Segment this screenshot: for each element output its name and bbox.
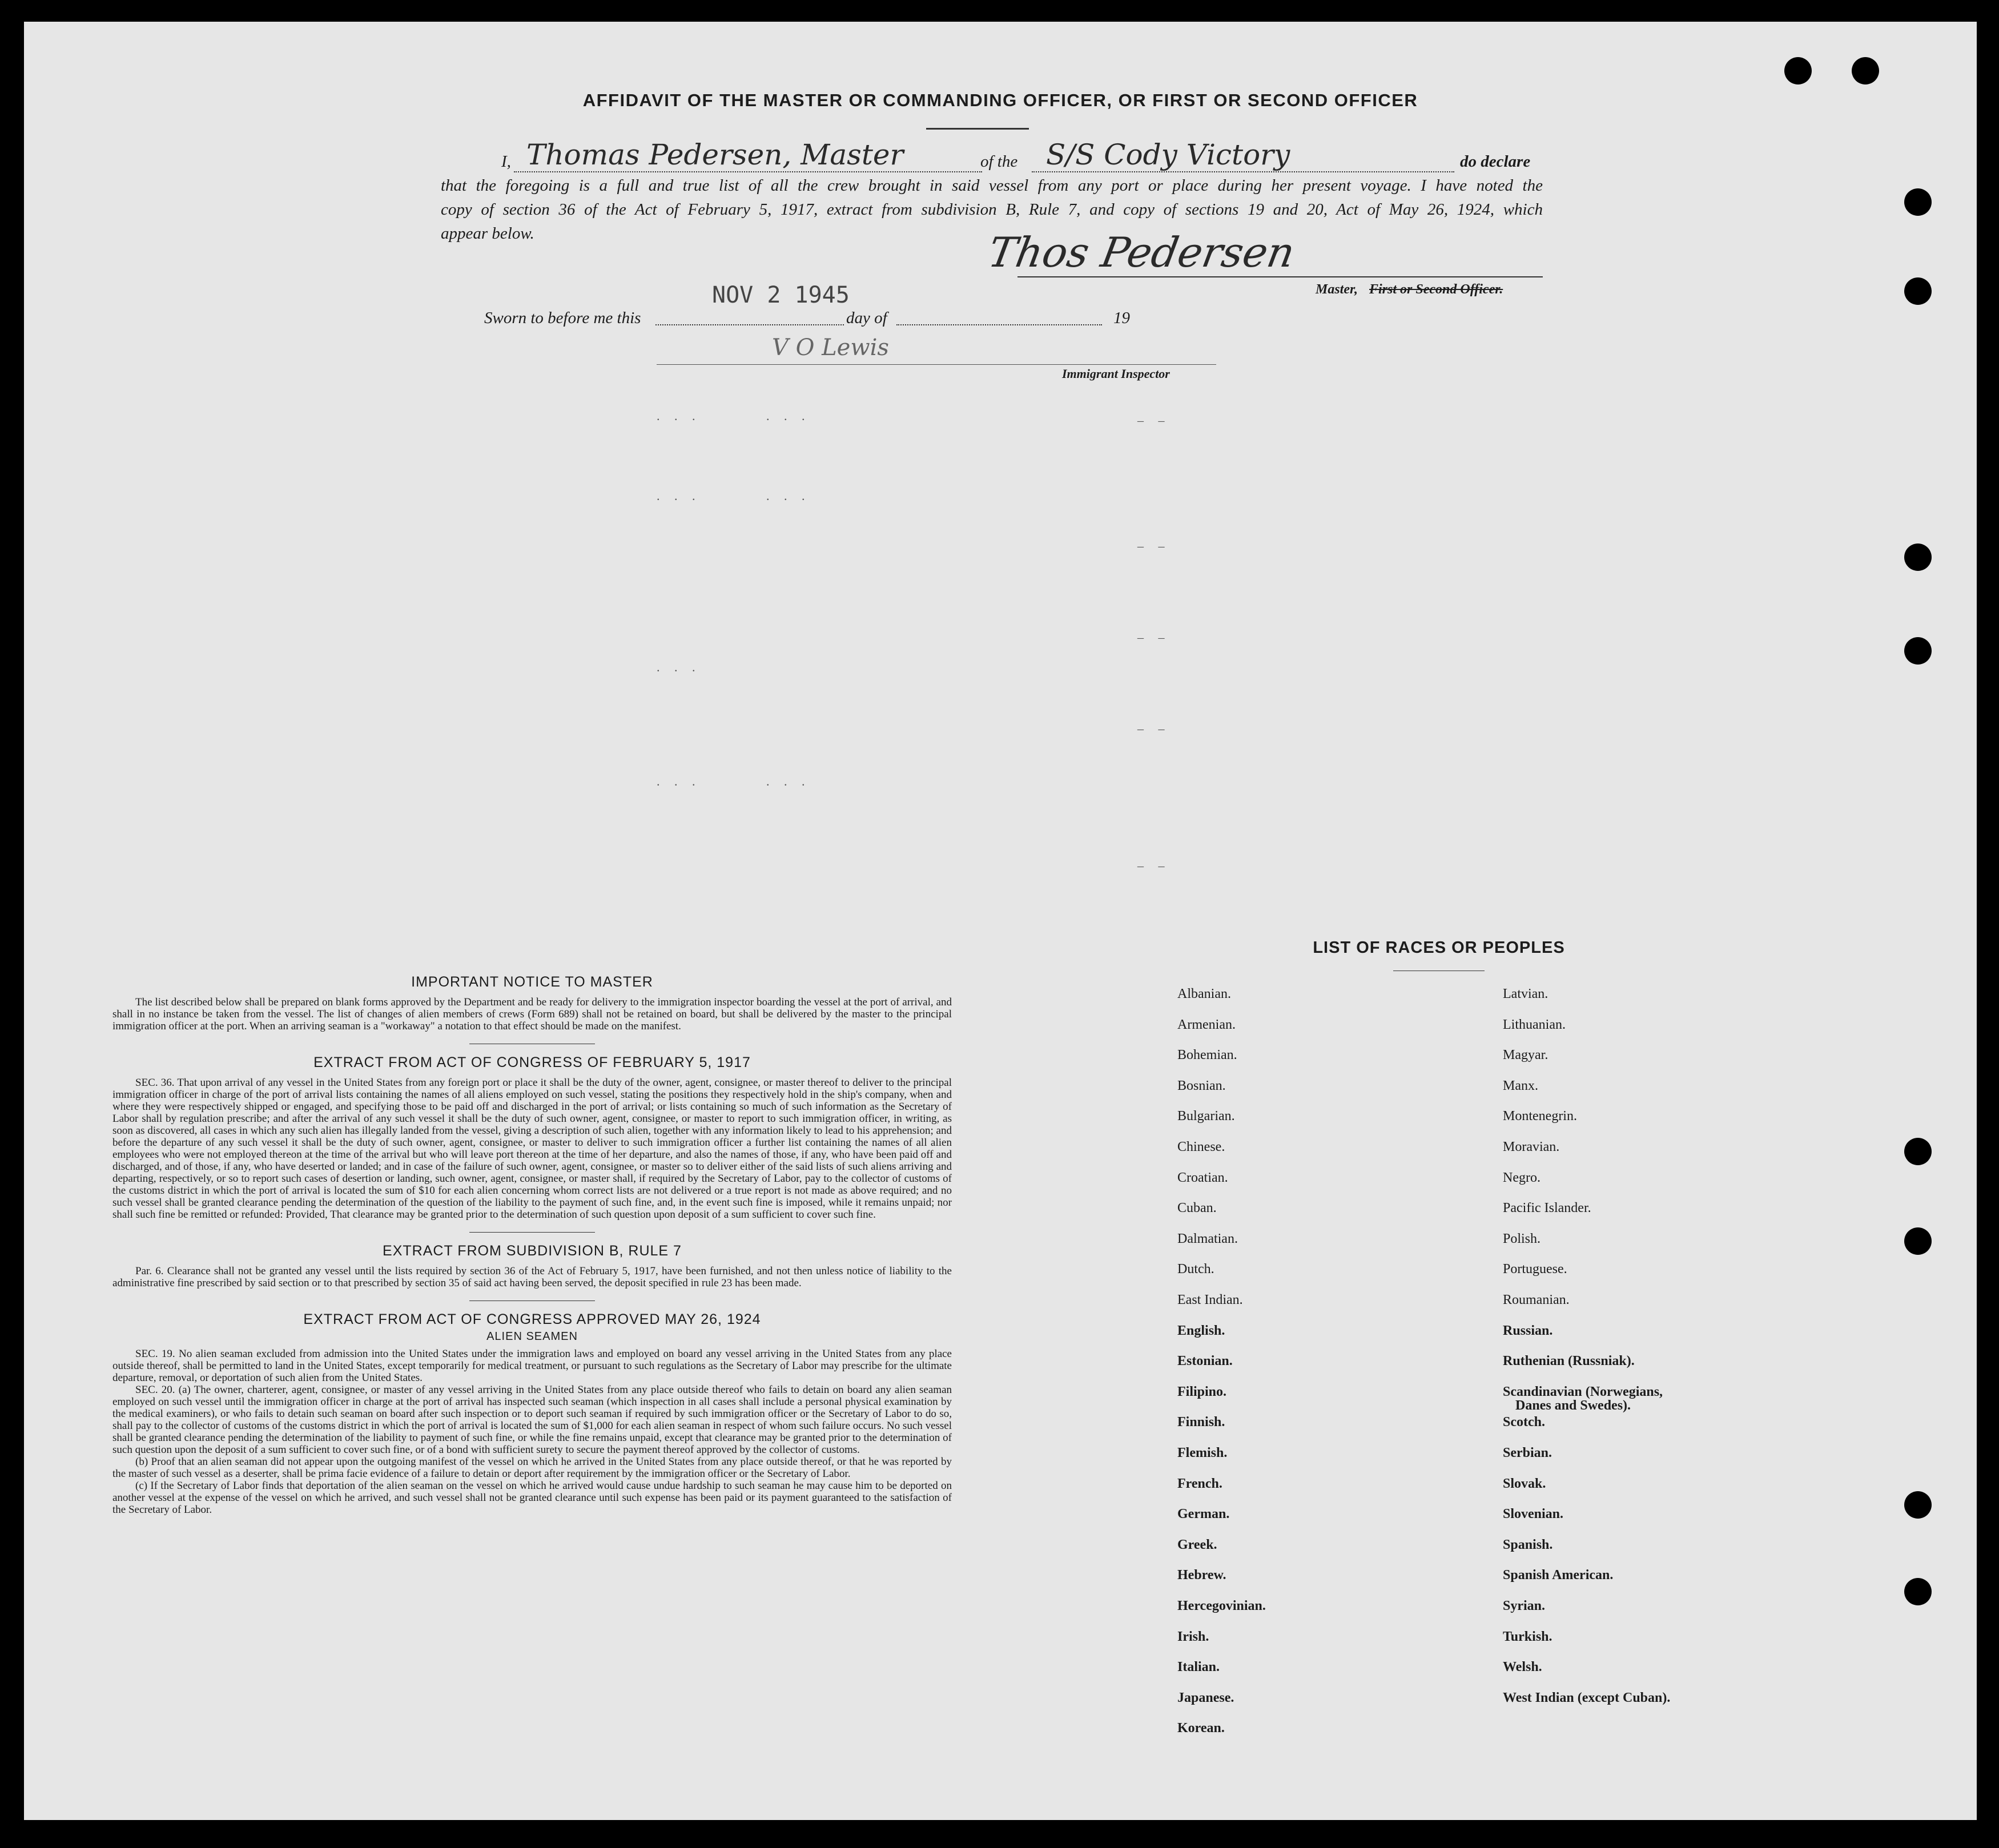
master-label: Master, [1316, 282, 1358, 297]
race-item: Slovenian. [1503, 1507, 1564, 1522]
race-item: Armenian. [1177, 1017, 1236, 1032]
sec20b-text: (b) Proof that an alien seaman did not appear upon the outgoing manifest of the vessel on which he arrived in the United States from any place outside thereof, or that he was reported by the master of such vessel as a deserter, shall be prima facie evidence of a failure to detain or deport after requirement by the immigration officer or the Secretary of Labor. [112, 1456, 952, 1480]
vessel-name-handwritten: S/S Cody Victory [1046, 138, 1290, 171]
race-item: Serbian. [1503, 1446, 1552, 1460]
faint-mark: . . . [766, 489, 811, 503]
decl-line-2: that the foregoing is a full and true list of all the crew brought in said vessel from any port or place during her present voyage. I have noted the [441, 176, 1543, 195]
extract-1924-heading: EXTRACT FROM ACT OF CONGRESS APPROVED MAY 26, 1924 [303, 1311, 761, 1327]
decl-of-the: of the [980, 152, 1018, 171]
race-item: Bohemian. [1177, 1048, 1237, 1063]
notice-heading: IMPORTANT NOTICE TO MASTER [411, 974, 653, 990]
race-item: Flemish. [1177, 1446, 1228, 1460]
race-item: Croatian. [1177, 1170, 1228, 1185]
race-item: Danes and Swedes). [1515, 1398, 1631, 1413]
race-item: East Indian. [1177, 1293, 1243, 1307]
master-name-line [514, 171, 982, 172]
month-line [896, 324, 1102, 325]
faint-mark: _ _ [1137, 409, 1171, 423]
punch-hole [1904, 1578, 1932, 1605]
faint-mark: . . . [766, 409, 811, 423]
master-signature: Thos Pedersen [984, 228, 1298, 276]
decl-do-declare: do declare [1460, 152, 1531, 171]
race-item: Bosnian. [1177, 1078, 1226, 1093]
faint-mark: _ _ [1137, 717, 1171, 731]
race-item: West Indian (except Cuban). [1503, 1690, 1671, 1705]
legal-extracts-column [112, 974, 952, 1516]
sec20c-text: (c) If the Secretary of Labor finds that deportation of the alien seaman on the vessel on which he arrived would cause undue hardship to such seaman he may cause him to be deported on another vessel at the expense of the vessel on which he arrived, and such vessel shall not be granted clearance until such expense has been paid or its payment guaranteed to the satisfaction of the Secretary of Labor. [112, 1480, 952, 1516]
affidavit-title: AFFIDAVIT OF THE MASTER OR COMMANDING OFFICER, OR FIRST OR SECOND OFFICER [582, 90, 1418, 110]
race-item: Scandinavian (Norwegians, [1503, 1384, 1663, 1399]
notice-text: The list described below shall be prepared on blank forms approved by the Department and be ready for delivery to the immigration inspector boarding the vessel at the port of arrival, and shall in no instance be taken from the vessel. The list of changes of alien members of crews (Form 689) shall not be retained on board, but shall be delivered by the master to the principal immigration officer at the port. When an arriving seaman is a "workaway" a notation to that effect should be made on the manifest. [112, 996, 952, 1032]
decl-line-3: copy of section 36 of the Act of February 5, 1917, extract from subdivision B, Rule 7, and copy of sections 19 and 20, Act of May 26, 1924, which [441, 200, 1543, 219]
punch-hole [1784, 57, 1812, 84]
document-page [24, 22, 1977, 1820]
title-divider [926, 128, 1029, 130]
race-item: Korean. [1177, 1721, 1225, 1736]
race-item: Moravian. [1503, 1140, 1560, 1154]
punch-hole [1904, 1491, 1932, 1519]
punch-hole [1904, 1227, 1932, 1255]
race-item: French. [1177, 1476, 1222, 1491]
race-item: Dutch. [1177, 1262, 1214, 1277]
race-item: Turkish. [1503, 1629, 1552, 1644]
race-item: Greek. [1177, 1537, 1217, 1552]
race-item: Filipino. [1177, 1384, 1227, 1399]
faint-mark: . . . [766, 774, 811, 788]
race-item: Welsh. [1503, 1660, 1542, 1675]
inspector-line [657, 364, 1216, 365]
race-item: Cuban. [1177, 1201, 1217, 1216]
race-item: Negro. [1503, 1170, 1541, 1185]
inspector-label: Immigrant Inspector [1062, 367, 1170, 381]
punch-hole [1904, 1138, 1932, 1165]
faint-mark: _ _ [1137, 626, 1171, 640]
sec19-text: SEC. 19. No alien seaman excluded from admission into the United States under the immigration laws and employed on board any vessel arriving in the United States from any place outside thereof, shall be permitted to land in the United States, except temporarily for medical treatment, or pursuant to such regulations as the Secretary of Labor may prescribe for the ultimate departure, removal, or deportation of such alien from the United States. [112, 1348, 952, 1384]
faint-mark: . . . [657, 489, 701, 503]
master-name-handwritten: Thomas Pedersen, Master [526, 138, 904, 171]
inspector-signature: V O Lewis [772, 335, 889, 361]
race-item: English. [1177, 1323, 1225, 1338]
race-item: Bulgarian. [1177, 1109, 1235, 1124]
race-item: Italian. [1177, 1660, 1220, 1675]
punch-hole [1904, 277, 1932, 305]
race-item: German. [1177, 1507, 1230, 1522]
section-divider [469, 1232, 595, 1233]
race-item: Lithuanian. [1503, 1017, 1566, 1032]
extract-rule7-text: Par. 6. Clearance shall not be granted any vessel until the lists required by section 36 of the Act of February 5, 1917, have been furnished, and not then unless notice of liability to the administrative fine prescribed by said section or to that prescribed by section 35 of said act having been served, the deposit specified in rule 23 has been made. [112, 1265, 952, 1289]
race-item: Manx. [1503, 1078, 1538, 1093]
year-prefix: 19 [1113, 309, 1130, 327]
race-item: Pacific Islander. [1503, 1201, 1591, 1216]
race-item: Spanish. [1503, 1537, 1553, 1552]
decl-line-4: appear below. [441, 224, 534, 243]
race-item: Finnish. [1177, 1415, 1225, 1430]
faint-mark: . . . [657, 409, 701, 423]
race-item: Dalmatian. [1177, 1231, 1238, 1246]
race-item: Portuguese. [1503, 1262, 1567, 1277]
race-item: Magyar. [1503, 1048, 1548, 1063]
faint-mark: _ _ [1137, 854, 1171, 868]
race-item: Slovak. [1503, 1476, 1546, 1491]
sworn-label: Sworn to before me this [484, 309, 641, 327]
race-item: Russian. [1503, 1323, 1553, 1338]
extract-1917-heading: EXTRACT FROM ACT OF CONGRESS OF FEBRUARY 5, 1917 [313, 1054, 751, 1070]
race-item: Polish. [1503, 1231, 1541, 1246]
race-item: Montenegrin. [1503, 1109, 1577, 1124]
faint-mark: . . . [657, 660, 701, 674]
extract-1924-subheading: ALIEN SEAMEN [486, 1330, 578, 1343]
vessel-name-line [1032, 171, 1454, 172]
date-stamp: NOV 2 1945 [712, 282, 850, 308]
day-of-label: day of [846, 309, 887, 327]
race-item: Ruthenian (Russniak). [1503, 1354, 1635, 1369]
signature-line [1017, 276, 1543, 277]
races-heading: LIST OF RACES OR PEOPLES [1313, 939, 1565, 957]
extract-rule7-heading: EXTRACT FROM SUBDIVISION B, RULE 7 [383, 1243, 682, 1259]
decl-i-label: I, [501, 152, 511, 171]
race-item: Scotch. [1503, 1415, 1545, 1430]
sec20a-text: SEC. 20. (a) The owner, charterer, agent, consignee, or master of any vessel arriving in the United States from any place outside thereof who fails to detain on board any alien seaman employed on such vessel until the immigration officer in charge at the port of arrival has inspected such seaman (which inspection in all cases shall include a personal physical examination by the medical examiners), or who fails to detain such seaman on board after such inspection or to deport such seaman if required by such immigration officer or the Secretary of Labor to do so, shall pay to the collector of customs of the customs district in which the port of arrival is located the sum of $1,000 for each alien seaman in respect of whom such failure occurs. No such vessel shall be granted clearance pending the determination of the liability to payment of such fine, or while the fine remains unpaid, except that clearance may be granted prior to the determination of such question upon the deposit of a sum sufficient to cover such fine, or of a bond with sufficient surety to secure the payment thereof approved by the collector of customs. [112, 1384, 952, 1456]
race-item: Japanese. [1177, 1690, 1234, 1705]
faint-mark: _ _ [1137, 534, 1171, 549]
race-item: Latvian. [1503, 987, 1548, 1001]
race-item: Roumanian. [1503, 1293, 1570, 1307]
race-item: Estonian. [1177, 1354, 1233, 1369]
faint-mark: . . . [657, 774, 701, 788]
punch-hole [1852, 57, 1879, 84]
punch-hole [1904, 543, 1932, 571]
race-item: Albanian. [1177, 987, 1231, 1001]
race-item: Hercegovinian. [1177, 1599, 1266, 1613]
race-item: Syrian. [1503, 1599, 1546, 1613]
race-item: Hebrew. [1177, 1568, 1226, 1583]
sworn-day-line [655, 324, 844, 325]
punch-hole [1904, 637, 1932, 665]
extract-1917-text: SEC. 36. That upon arrival of any vessel in the United States from any foreign port or place it shall be the duty of the owner, agent, consignee, or master thereof to deliver to the principal immigration officer in charge of the port of arrival lists containing the names of all aliens employed on such vessel, stating the positions they respectively hold in the ship's company, when and where they were respectively shipped or engaged, and specifying those to be paid off and discharged in the port of arrival; or lists containing so much of such information as the Secretary of Labor shall by regulation prescribe; and after the arrival of any such vessel it shall be the duty of such owner, agent, consignee, or master to report to such immigration officer, in writing, as soon as discovered, all cases in which any such alien has illegally landed from the vessel, giving a description of such alien, together with any information likely to lead to his apprehension; and before the departure of any such vessel it shall be the duty of such owner, agent, consignee, or master to deliver to such immigration officer a further list containing the names of all alien employees who were not employed thereon at the time of the arrival but who will leave port thereon at the time of her departure, and also the names of those, if any, who have been paid off and discharged, and of those, if any, who have deserted or landed; and in case of the failure of such owner, agent, consignee, or master so to deliver either of the said lists of such aliens arriving and departing, respectively, or so to report such cases of desertion or landing, such owner, agent, consignee, or master shall, if required by the Secretary of Labor, pay to the collector of customs of the customs district in which the port of arrival is located the sum of $10 for each alien concerning whom correct lists are not delivered or a true report is not made as above required; and no such vessel shall be granted clearance pending the determination of the question of the liability to the payment of such fine, and, in the event such fine is imposed, while it remains unpaid; nor shall such fine be remitted or refunded: Provided, That clearance may be granted prior to the determination of such question upon deposit of a sum sufficient to cover such fine. [112, 1077, 952, 1221]
race-item: Chinese. [1177, 1140, 1225, 1154]
race-item: Irish. [1177, 1629, 1209, 1644]
struck-officer-label: First or Second Officer. [1369, 282, 1503, 297]
punch-hole [1904, 188, 1932, 216]
race-item: Spanish American. [1503, 1568, 1614, 1583]
